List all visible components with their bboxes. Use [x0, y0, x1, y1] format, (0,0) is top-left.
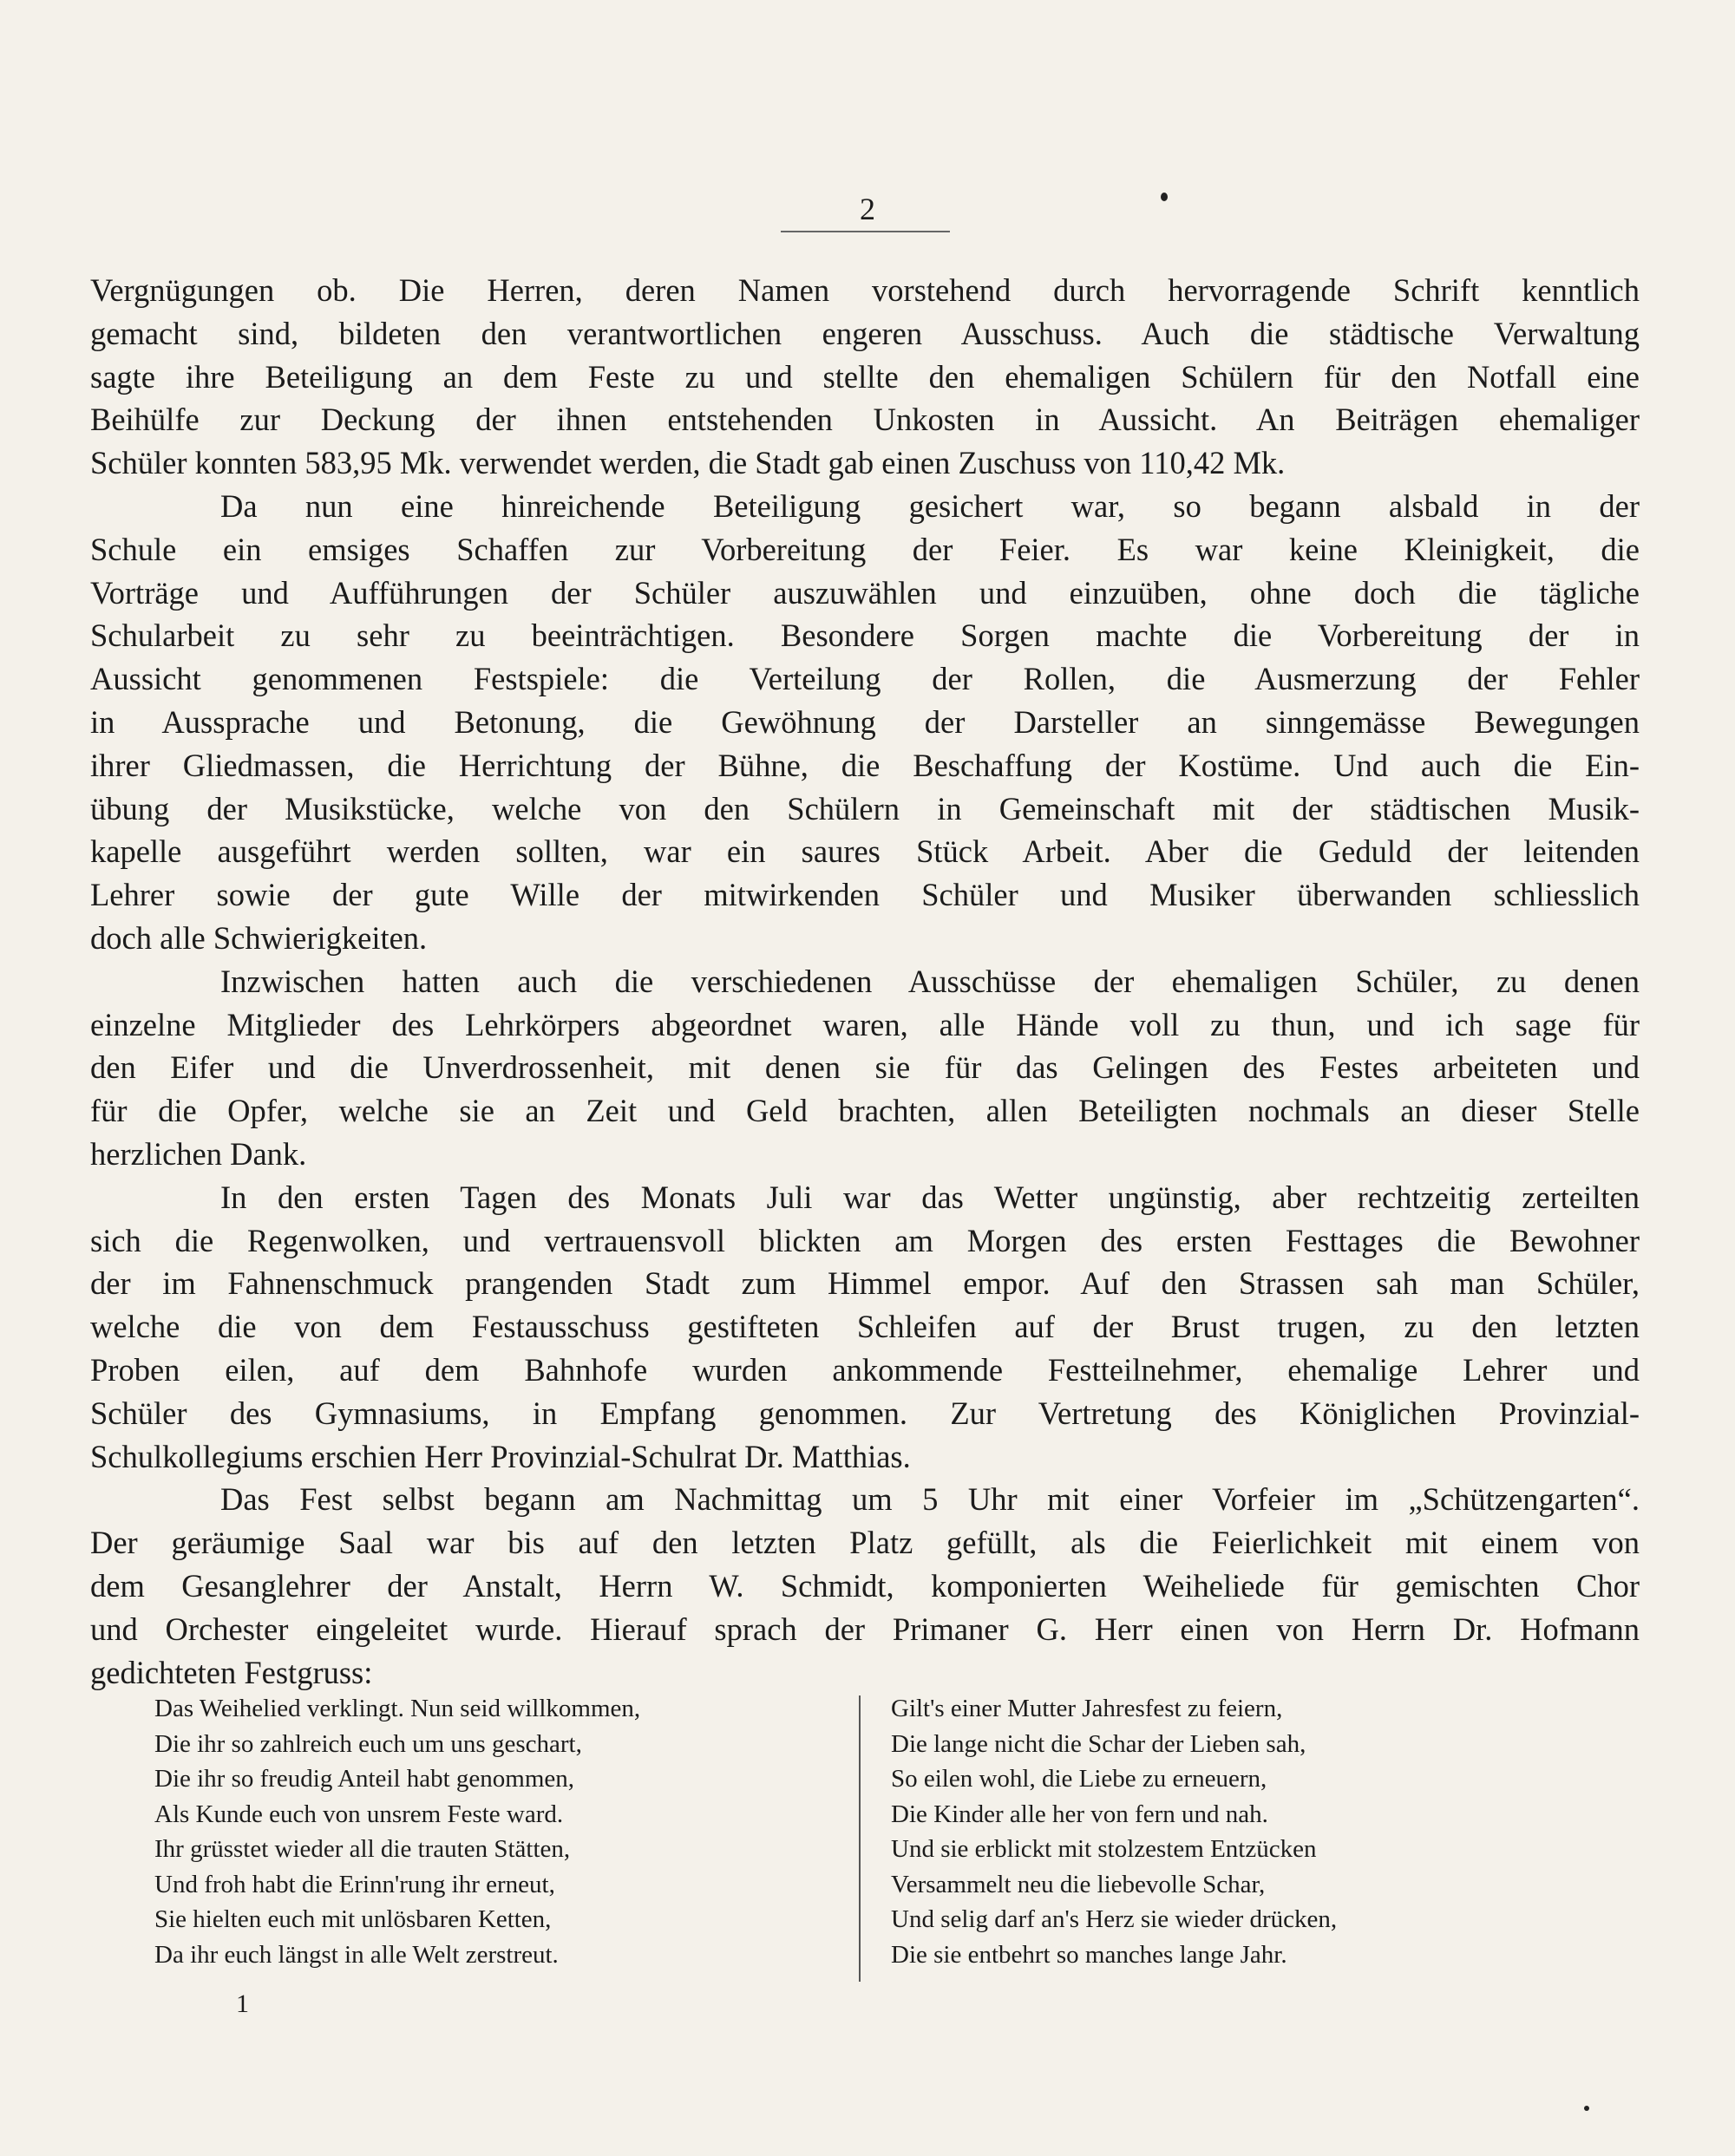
body-line: den Eifer und die Unverdrossenheit, mit denen sie für das Gelingen des Festes arbeiteten und [90, 1049, 1640, 1086]
body-line: Inzwischen hatten auch die verschiedenen Ausschüsse der ehemaligen Schüler, zu denen [220, 963, 1640, 999]
print-speck [1584, 2106, 1589, 2111]
footnote-mark: 1 [236, 1989, 249, 2018]
poem-line: Und sie erblickt mit stolzestem Entzücken [891, 1835, 1317, 1863]
body-line: Vergnügungen ob. Die Herren, deren Namen vorstehend durch hervorragende Schrift kenntlich [90, 272, 1640, 308]
poem-stanza-right [891, 1691, 1337, 1972]
poem-line: Da ihr euch längst in alle Welt zerstreut. [154, 1940, 559, 1969]
body-text [90, 269, 1640, 1694]
page-number-rule [781, 231, 950, 232]
body-line: dem Gesanglehrer der Anstalt, Herrn W. Schmidt, komponierten Weiheliede für gemischten Chor [90, 1567, 1640, 1604]
print-speck [1161, 193, 1168, 201]
body-line: Der geräumige Saal war bis auf den letzten Platz gefüllt, als die Feierlichkeit mit einem von [90, 1525, 1640, 1561]
body-line: Schüler konnten 583,95 Mk. verwendet werden, die Stadt gab einen Zuschuss von 110,42 Mk. [90, 445, 1286, 481]
body-line: Aussicht genommenen Festspiele: die Verteilung der Rollen, die Ausmerzung der Fehler [90, 661, 1640, 697]
body-line: und Orchester eingeleitet wurde. Hierauf sprach der Primaner G. Herr einen von Herrn Dr. Hofmann [90, 1610, 1640, 1647]
poem-column-divider [859, 1695, 861, 1982]
body-line: kapelle ausgeführt werden sollten, war ein saures Stück Arbeit. Aber die Geduld der leitenden [90, 833, 1640, 870]
poem-line: Versammelt neu die liebevolle Schar, [891, 1870, 1266, 1898]
body-line: In den ersten Tagen des Monats Juli war das Wetter ungünstig, aber rechtzeitig zerteilten [220, 1179, 1640, 1215]
poem-line: Die sie entbehrt so manches lange Jahr. [891, 1940, 1287, 1969]
body-line: Da nun eine hinreichende Beteiligung gesichert war, so begann alsbald in der [220, 487, 1640, 524]
poem-line: Die ihr so freudig Anteil habt genommen, [154, 1765, 575, 1793]
body-line: in Aussprache und Betonung, die Gewöhnung der Darsteller an sinngemässe Bewegungen [90, 703, 1640, 740]
poem-line: Die Kinder alle her von fern und nah. [891, 1800, 1268, 1828]
poem-line: Das Weihelied verklingt. Nun seid willkommen, [154, 1695, 641, 1722]
body-line: Lehrer sowie der gute Wille der mitwirkenden Schüler und Musiker überwanden schliesslich [90, 877, 1640, 913]
poem-stanza-left [154, 1691, 640, 1972]
poem-line: Die ihr so zahlreich euch um uns geschart, [154, 1729, 582, 1758]
poem-line: Sie hielten euch mit unlösbaren Ketten, [154, 1905, 552, 1933]
body-line: Proben eilen, auf dem Bahnhofe wurden ankommende Festteilnehmer, ehemalige Lehrer und [90, 1351, 1640, 1388]
body-line: Schularbeit zu sehr zu beeinträchtigen. Besondere Sorgen machte die Vorbereitung der in [90, 617, 1640, 654]
body-line: sich die Regenwolken, und vertrauensvoll blickten am Morgen des ersten Festtages die Bewohner [90, 1222, 1640, 1258]
body-line: gedichteten Festgruss: [90, 1654, 373, 1690]
body-line: Schule ein emsiges Schaffen zur Vorbereitung der Feier. Es war keine Kleinigkeit, die [90, 531, 1640, 567]
body-line: sagte ihre Beteiligung an dem Feste zu und stellte den ehemaligen Schülern für den Notfall eine [90, 358, 1640, 395]
body-line: einzelne Mitglieder des Lehrkörpers abgeordnet waren, alle Hände voll zu thun, und ich sage für [90, 1006, 1640, 1042]
body-line: Schulkollegiums erschien Herr Provinzial-Schulrat Dr. Matthias. [90, 1438, 911, 1474]
poem-line: Und selig darf an's Herz sie wieder drücken, [891, 1905, 1338, 1933]
body-line: für die Opfer, welche sie an Zeit und Geld brachten, allen Beteiligten nochmals an dieser Stelle [90, 1093, 1640, 1129]
body-line: Vorträge und Aufführungen der Schüler auszuwählen und einzuüben, ohne doch die tägliche [90, 574, 1640, 611]
body-line: doch alle Schwierigkeiten. [90, 919, 428, 956]
poem-line: Ihr grüsstet wieder all die trauten Stätten, [154, 1835, 571, 1863]
page-number: 2 [860, 192, 875, 226]
poem-line: So eilen wohl, die Liebe zu erneuern, [891, 1765, 1267, 1793]
body-line: gemacht sind, bildeten den verantwortlichen engeren Ausschuss. Auch die städtische Verwaltung [90, 315, 1640, 351]
body-line: übung der Musikstücke, welche von den Schülern in Gemeinschaft mit der städtischen Musik- [90, 790, 1640, 826]
poem-line: Gilt's einer Mutter Jahresfest zu feiern, [891, 1695, 1283, 1722]
body-line: Beihülfe zur Deckung der ihnen entstehenden Unkosten in Aussicht. An Beiträgen ehemaliger [90, 402, 1640, 438]
body-line: welche die von dem Festausschuss gestifteten Schleifen auf der Brust trugen, zu den letzten [90, 1309, 1640, 1345]
body-line: Schüler des Gymnasiums, in Empfang genommen. Zur Vertretung des Königlichen Provinzial- [90, 1395, 1640, 1431]
poem-line: Die lange nicht die Schar der Lieben sah, [891, 1729, 1306, 1758]
body-line: Das Fest selbst begann am Nachmittag um 5 Uhr mit einer Vorfeier im „Schützengarten“. [220, 1481, 1640, 1518]
body-line: herzlichen Dank. [90, 1135, 307, 1172]
poem-line: Als Kunde euch von unsrem Feste ward. [154, 1800, 564, 1828]
body-line: der im Fahnenschmuck prangenden Stadt zum Himmel empor. Auf den Strassen sah man Schüler, [90, 1265, 1640, 1302]
body-line: ihrer Gliedmassen, die Herrichtung der Bühne, die Beschaffung der Kostüme. Und auch die Ein- [90, 747, 1640, 783]
poem-line: Und froh habt die Erinn'rung ihr erneut, [154, 1870, 555, 1898]
